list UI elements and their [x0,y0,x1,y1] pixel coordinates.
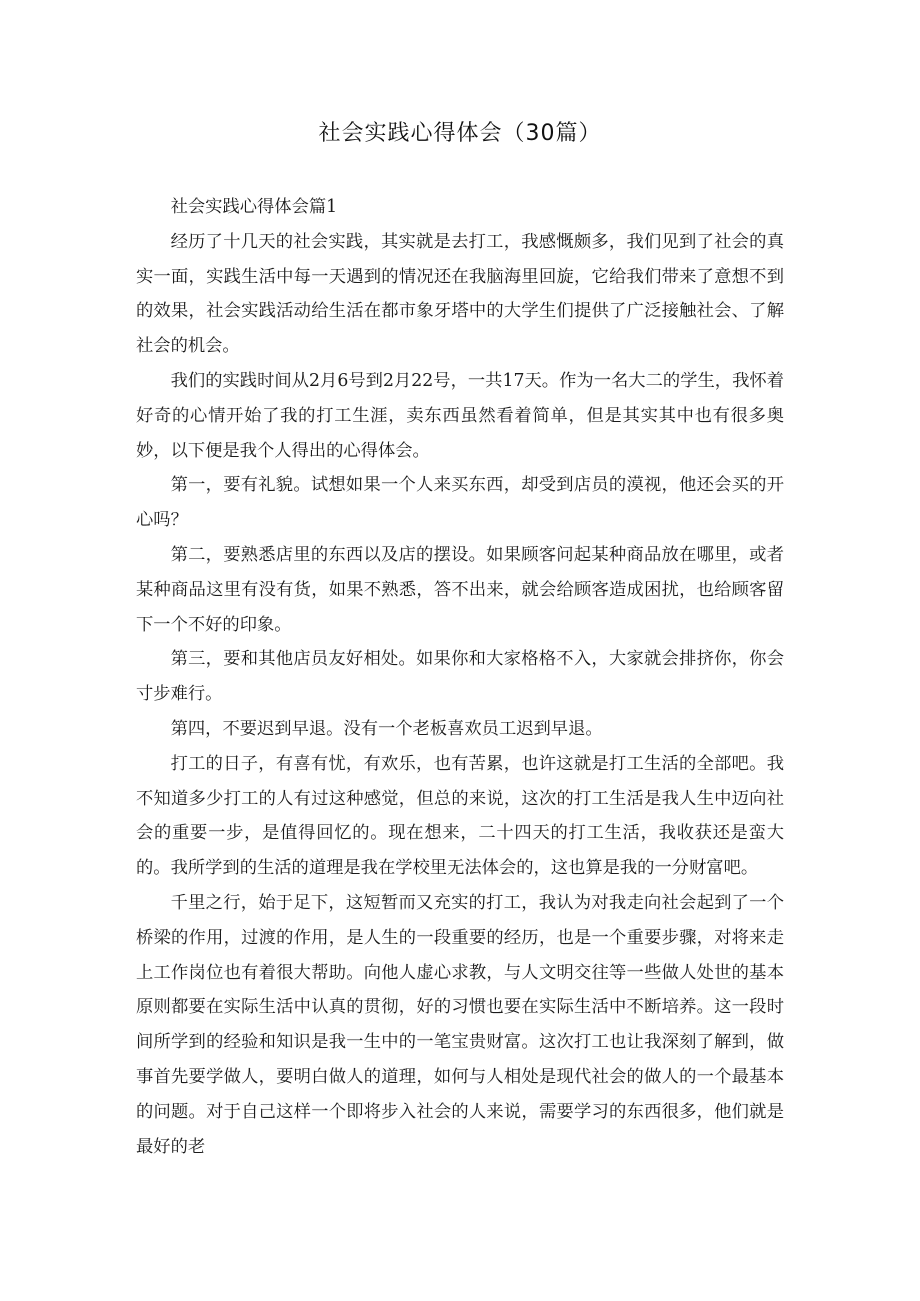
document-body [136,190,784,1164]
paragraph: 千里之行，始于足下，这短暂而又充实的打工，我认为对我走向社会起到了一个桥梁的作用，过渡的作用，是人生的一段重要的经历，也是一个重要步骤，对将来走上工作岗位也有着很大帮助。向他人虚心求教，与人文明交往等一些做人处世的基本原则都要在实际生活中认真的贯彻，好的习惯也要在实际生活中不断培养。这一段时间所学到的经验和知识是我一生中的一笔宝贵财富。这次打工也让我深刻了解到，做事首先要学做人，要明白做人的道理，如何与人相处是现代社会的做人的一个最基本的问题。对于自己这样一个即将步入社会的人来说，需要学习的东西很多，他们就是最好的老 [136,892,784,1157]
paragraph: 经历了十几天的社会实践，其实就是去打工，我感慨颇多，我们见到了社会的真实一面，实践生活中每一天遇到的情况还在我脑海里回旋，它给我们带来了意想不到的效果，社会实践活动给生活在都市象牙塔中的大学生们提供了广泛接触社会、了解社会的机会。 [136,231,784,357]
paragraph: 第三，要和其他店员友好相处。如果你和大家格格不入，大家就会排挤你，你会寸步难行。 [136,649,784,705]
section-heading: 社会实践心得体会篇1 [170,197,338,217]
paragraph: 打工的日子，有喜有忧，有欢乐，也有苦累，也许这就是打工生活的全部吧。我不知道多少打工的人有过这种感觉，但总的来说，这次的打工生活是我人生中迈向社会的重要一步，是值得回忆的。现在想来，二十四天的打工生活，我收获还是蛮大的。我所学到的生活的道理是我在学校里无法体会的，这也算是我的一分财富吧。 [136,753,784,879]
paragraph: 第一，要有礼貌。试想如果一个人来买东西，却受到店员的漠视，他还会买的开心吗？ [136,475,784,531]
paragraph: 第四，不要迟到早退。没有一个老板喜欢员工迟到早退。 [170,718,603,739]
document-title: 社会实践心得体会（30篇） [318,121,602,146]
paragraph: 第二，要熟悉店里的东西以及店的摆设。如果顾客问起某种商品放在哪里，或者某种商品这里有没有货，如果不熟悉，答不出来，就会给顾客造成困扰，也给顾客留下一个不好的印象。 [136,544,784,635]
paragraph: 我们的实践时间从2月6号到2月22号，一共17天。作为一名大二的学生，我怀着好奇的心情开始了我的打工生涯，卖东西虽然看着简单，但是其实其中也有很多奥妙，以下便是我个人得出的心得体会。 [136,370,784,461]
